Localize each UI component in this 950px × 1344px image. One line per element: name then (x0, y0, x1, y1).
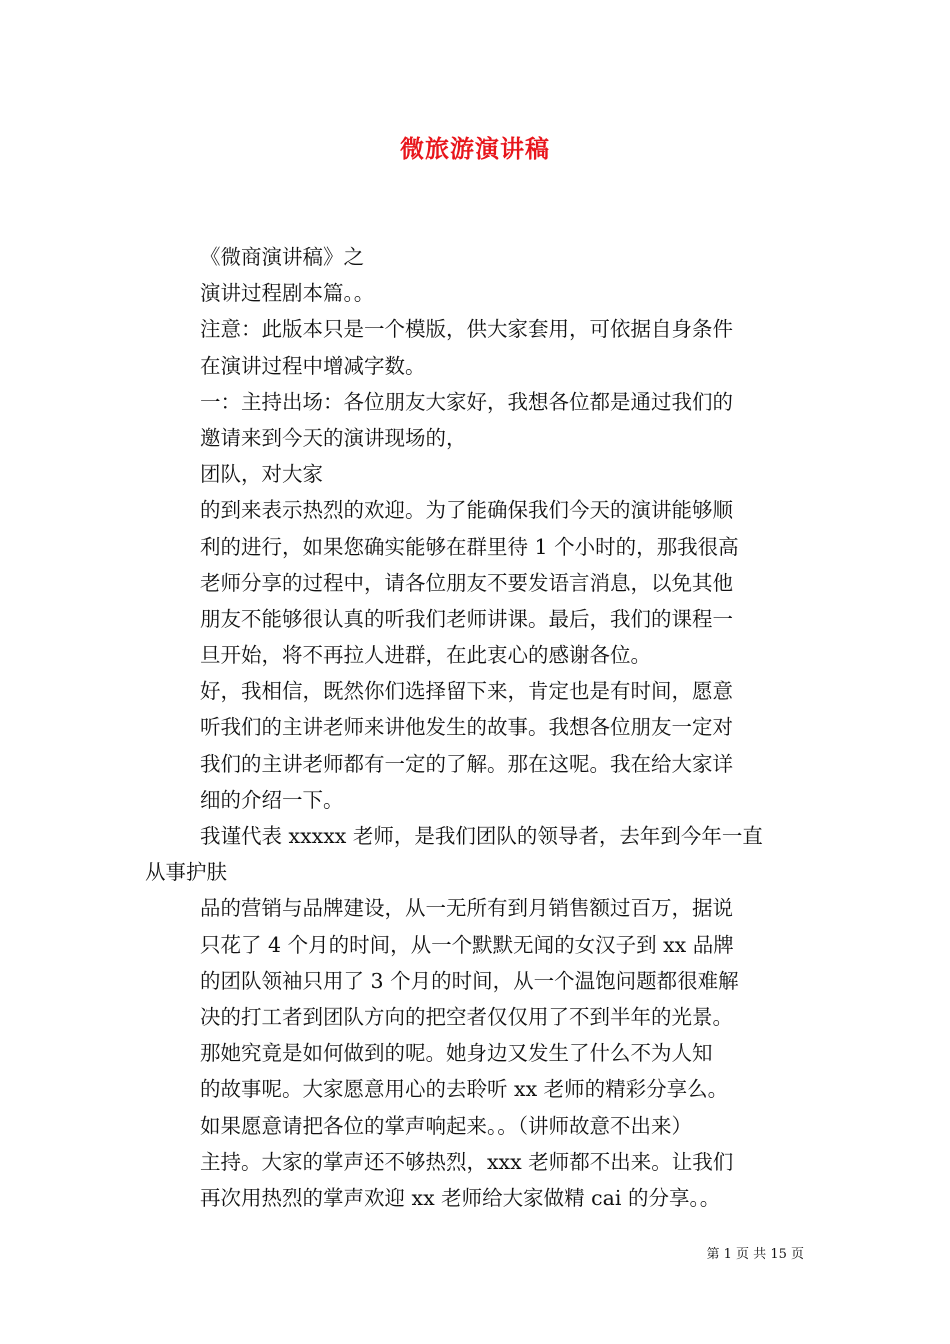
text-line: 旦开始，将不再拉人进群，在此衷心的感谢各位。 (200, 643, 651, 668)
text-line: 《微商演讲稿》之 (200, 245, 364, 269)
text-line: 从事护肤 (145, 860, 227, 885)
text-line: 的团队领袖只用了 3 个月的时间，从一个温饱问题都很难解 (200, 968, 739, 993)
text-line: 利的进行，如果您确实能够在群里待 1 个小时的，那我很高 (200, 534, 739, 559)
text-line: 只花了 4 个月的时间，从一个默默无闻的女汉子到 xx 品牌 (200, 932, 734, 957)
text-line: 一：主持出场：各位朋友大家好，我想各位都是通过我们的 (200, 389, 733, 414)
text-line: 那她究竟是如何做到的呢。她身边又发生了什么不为人知 (200, 1041, 713, 1066)
text-line: 好，我相信，既然你们选择留下来，肯定也是有时间，愿意 (200, 679, 733, 704)
text-line: 我谨代表 xxxxx 老师，是我们团队的领导者，去年到今年一直 (200, 824, 763, 848)
text-line: 在演讲过程中增减字数。 (200, 353, 426, 378)
text-line: 品的营销与品牌建设，从一无所有到月销售额过百万，据说 (200, 896, 733, 921)
text-line: 再次用热烈的掌声欢迎 xx 老师给大家做精 cai 的分享。。 (200, 1185, 721, 1210)
text-line: 听我们的主讲老师来讲他发生的故事。我想各位朋友一定对 (200, 715, 733, 740)
text-line: 决的打工者到团队方向的把空者仅仅用了不到半年的光景。 (200, 1004, 733, 1029)
text-line: 我们的主讲老师都有一定的了解。那在这呢。我在给大家详 (200, 751, 733, 776)
text-line: 演讲过程剧本篇。。 (200, 281, 375, 306)
text-line: 的到来表示热烈的欢迎。为了能确保我们今天的演讲能够顺 (200, 498, 733, 523)
text-line: 朋友不能够很认真的听我们老师讲课。最后，我们的课程一 (200, 606, 733, 631)
page-number: 第 1 页 共 15 页 (706, 1247, 804, 1262)
text-line: 的故事呢。大家愿意用心的去聆听 xx 老师的精彩分享么。 (200, 1077, 729, 1102)
document-title: 微旅游演讲稿 (400, 134, 550, 163)
text-line: 团队，对大家 (200, 462, 323, 487)
text-line: 如果愿意请把各位的掌声响起来。。（讲师故意不出来） (200, 1113, 692, 1138)
text-line: 细的介绍一下。 (200, 787, 344, 812)
text-line: 主持。大家的掌声还不够热烈，xxx 老师都不出来。让我们 (200, 1149, 734, 1174)
text-line: 邀请来到今天的演讲现场的， (200, 425, 467, 450)
document-body (145, 239, 825, 1216)
text-line: 注意：此版本只是一个模版，供大家套用，可依据自身条件 (200, 317, 733, 342)
text-line: 老师分享的过程中，请各位朋友不要发语言消息，以免其他 (200, 570, 733, 595)
